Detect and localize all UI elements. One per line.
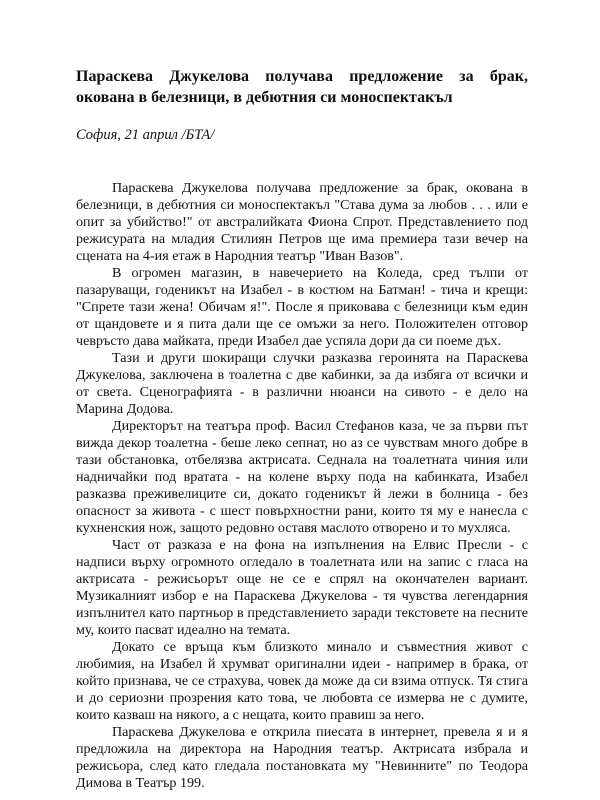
article-paragraph: Тази и други шокиращи случки разказва героинята на Параскева Джукелова, заключена в тоалетна с две кабинки, за да избяга от всички и от света. Сценографията - в различни нюанси на сивото - е дело на Марина Додова. — [76, 350, 528, 417]
article-paragraph: Част от разказа е на фона на изпълнения на Елвис Пресли - с надписи върху огромното огледало в тоалетната или на запис с гласа на актрисата - режисьорът още не се е спрял на окончателен вариант. Музикалният избор е на Параскева Джукелова - тя чувства легендарния изпълнител като партньор в представлението заради текстовете на песните му, които пасват идеално на темата. — [76, 537, 528, 638]
article-paragraph: Директорът на театъра проф. Васил Стефанов каза, че за първи път вижда декор тоалетна - беше леко сепнат, но аз се чувствам много добре в тази обстановка, отбелязва актрисата. Седнала на тоалетната чиния или надничайки под вратата - на колене върху пода на кабинката, Изабел разказва преживелиците си, докато годеникът й лежи в болница - без опасност за живота - с шест повърхностни рани, които тя му е нанесла с кухненския нож, защото редовно оставя маслото отворено и то мухляса. — [76, 418, 528, 536]
article-paragraph: В огромен магазин, в навечерието на Коледа, сред тълпи от пазаруващи, годеникът на Изабел - в костюм на Батман! - тича и крещи: "Спрете тази жена! Обичам я!". После я приковава с белезници към един от щандовете и я пита дали ще се омъжи за него. Положителен отговор чевръсто дава майката, преди Изабел дае успяла дори да си поеме дъх. — [76, 265, 528, 349]
article-paragraph: Докато се връща към близкото минало и съвместния живот с любимия, на Изабел й хрумват оригинални идеи - например в брака, от който признава, че се страхува, човек да може да си взима отпуск. Тя стига и до сериозни прозрения като това, че любовта се измерва не с думите, които казваш на някого, а с нещата, които правиш за него. — [76, 639, 528, 723]
article-dateline: София, 21 април /БТА/ — [76, 127, 215, 143]
article-body — [76, 180, 528, 792]
article-paragraph: Параскева Джукелова получава предложение за брак, окована в белезници, в дебютния си моноспектакъл "Става дума за любов . . . или е опит за убийство!" от австралийката Фиона Спрот. Представлението под режисурата на младия Стилиян Петров ще има премиера тази вечер на сцената на 4-ия етаж в Народния театър "Иван Вазов". — [76, 180, 528, 264]
document-page — [76, 66, 528, 792]
article-paragraph: Параскева Джукелова е открила пиесата в интернет, превела я и я предложила на директора на Народния театър. Актрисата избрала и режисьора, след като гледала постановката му "Невинните" по Теодора Димова в Театър 199. — [76, 724, 528, 791]
article-title: Параскева Джукелова получава предложение за брак, окована в белезници, в дебютния си моноспектакъл — [76, 68, 528, 106]
